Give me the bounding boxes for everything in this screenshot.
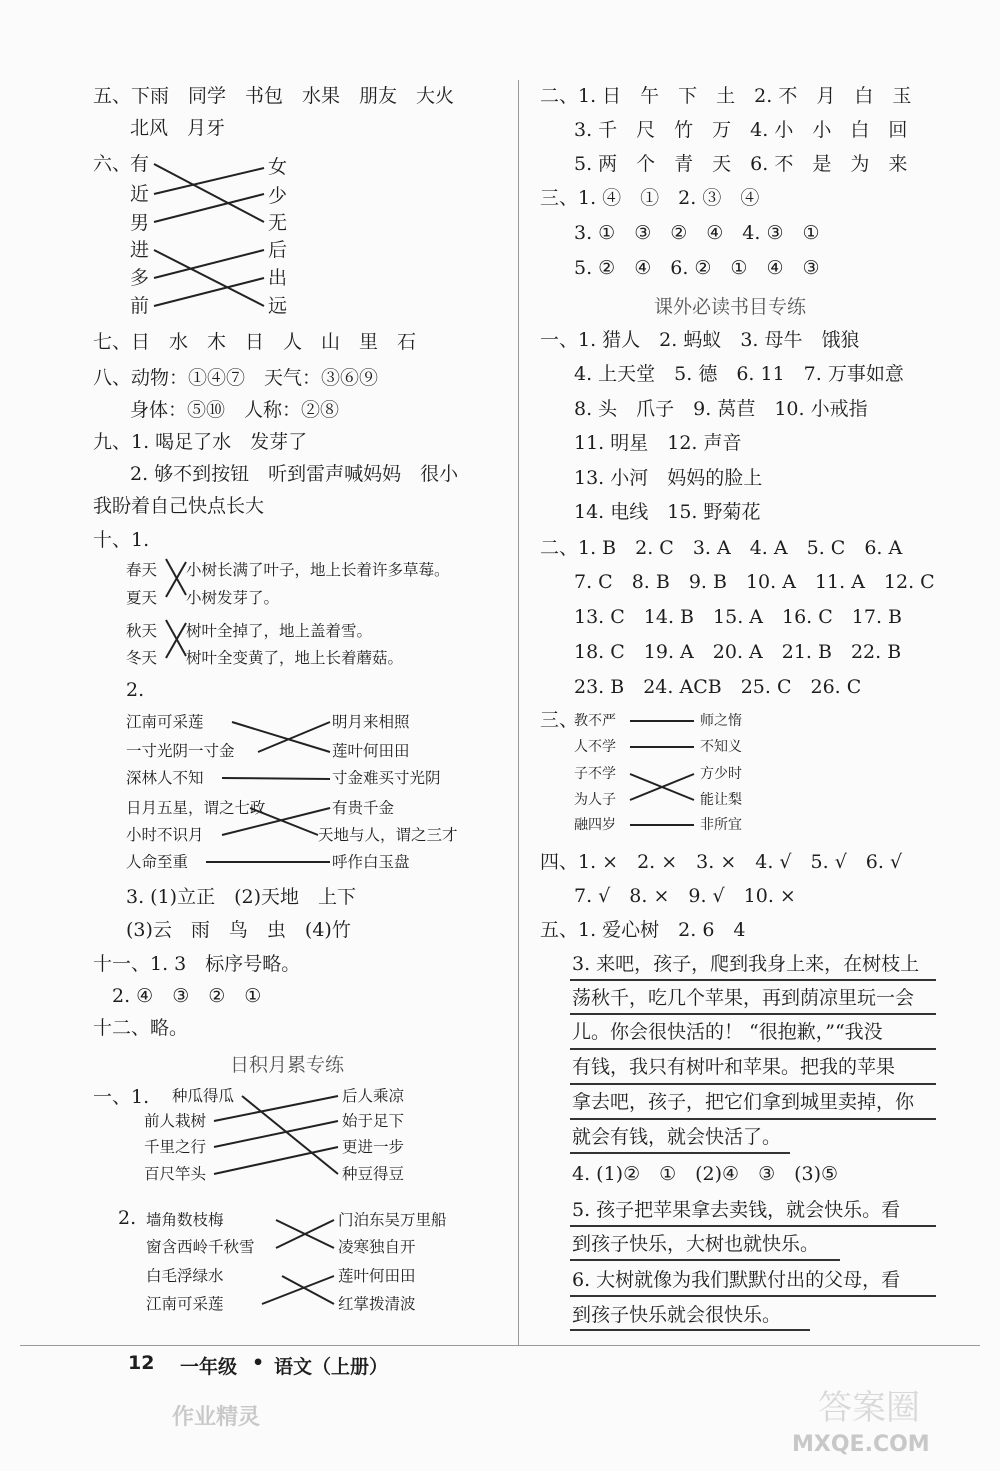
r5-line8: 4. (1)② ① (2)④ ③ (3)⑤ <box>572 1163 839 1185</box>
r2-line1: 二、1. B 2. C 3. A 4. A 5. C 6. A <box>540 537 903 559</box>
r5-line4: 儿。你会很快活的！ “很抱歉，”“我没 <box>572 1021 883 1043</box>
r3-right: 非所宜 <box>700 817 742 833</box>
q8-line1: 八、动物：①④⑦ 天气：③⑥⑨ <box>93 367 379 389</box>
q9-line2: 2. 够不到按钮 听到雷声喊妈妈 很小 <box>130 463 459 485</box>
r3-right: 师之惰 <box>700 713 742 729</box>
idiom-left: 千里之行 <box>144 1138 207 1156</box>
q11-line2: 2. ④ ③ ② ① <box>112 985 262 1007</box>
q9-line3: 我盼着自己快点长大 <box>93 495 265 517</box>
q2-line3: 5. 两 个 青 天 6. 不 是 为 来 <box>574 153 908 175</box>
underline <box>570 1048 936 1050</box>
q2-line1: 二、1. 日 午 下 土 2. 不 月 白 玉 <box>540 85 912 107</box>
r1-line5: 13. 小河 妈妈的脸上 <box>574 467 763 489</box>
q6-label: 六、 <box>93 153 132 175</box>
q10-label: 十、1. <box>93 529 150 551</box>
q10-part3-line2: (3)云 雨 鸟 虫 (4)竹 <box>126 919 351 941</box>
idiom-left: 前人栽树 <box>144 1112 207 1130</box>
poem2-right: 凌寒独自开 <box>338 1238 416 1256</box>
q7-line: 七、日 水 木 日 人 山 里 石 <box>93 331 417 353</box>
r1-line4: 11. 明星 12. 声音 <box>574 432 742 454</box>
idiom-right: 种豆得豆 <box>342 1165 405 1183</box>
q6-right-word: 远 <box>268 295 288 317</box>
q3-line3: 5. ② ④ 6. ② ① ④ ③ <box>574 257 820 279</box>
poem2-left: 白毛浮绿水 <box>146 1267 224 1285</box>
s1-part2-label: 2. <box>118 1207 137 1229</box>
r4-line2: 7. √ 8. × 9. √ 10. × <box>574 885 796 907</box>
idiom-right: 后人乘凉 <box>342 1087 405 1105</box>
q12-line: 十二、略。 <box>93 1017 189 1039</box>
underline <box>570 1152 790 1154</box>
q6-right-word: 少 <box>268 185 288 207</box>
q11-line1: 十一、1. 3 标序号略。 <box>93 953 301 975</box>
q6-left-word: 进 <box>130 239 150 261</box>
q3-line2: 3. ① ③ ② ④ 4. ③ ① <box>574 222 820 244</box>
r5-line6: 拿去吧，孩子，把它们拿到城里卖掉，你 <box>572 1091 915 1113</box>
q10-phrase: 小树发芽了。 <box>186 589 280 607</box>
poem2-right: 门泊东吴万里船 <box>338 1211 447 1229</box>
r3-left: 为人子 <box>574 792 616 808</box>
q10-season: 秋天 <box>126 622 158 640</box>
underline <box>570 1225 936 1227</box>
r2-line2: 7. C 8. B 9. B 10. A 11. A 12. C <box>574 571 935 593</box>
q6-right-word: 女 <box>268 156 288 178</box>
poem2-right: 莲叶何田田 <box>338 1267 416 1285</box>
r3-left: 人不学 <box>574 739 616 755</box>
underline <box>570 1259 840 1261</box>
r5-line1: 五、1. 爱心树 2. 6 4 <box>540 919 746 941</box>
r1-line3: 8. 头 爪子 9. 莴苣 10. 小戒指 <box>574 398 868 420</box>
poem-left: 一寸光阴一寸金 <box>126 742 235 760</box>
poem-left: 江南可采莲 <box>126 713 204 731</box>
q6-left-word: 多 <box>130 267 150 289</box>
q6-left-word: 近 <box>130 183 150 205</box>
r3-left: 教不严 <box>574 713 616 729</box>
r5-line11: 6. 大树就像为我们默默付出的父母，看 <box>572 1269 901 1291</box>
grade-label: 一年级 <box>180 1356 238 1378</box>
underline <box>570 1118 936 1120</box>
page-number: 12 <box>128 1352 155 1374</box>
q6-left-word: 男 <box>130 212 150 234</box>
r1-line1: 一、1. 猎人 2. 蚂蚁 3. 母牛 饿狼 <box>540 329 860 351</box>
q8-line2: 身体：⑤⑩ 人称：②⑧ <box>130 399 340 421</box>
column-divider <box>518 80 519 1345</box>
q10-phrase: 小树长满了叶子，地上长着许多草莓。 <box>186 561 450 579</box>
r5-line7: 就会有钱，就会快活了。 <box>572 1126 782 1148</box>
r1-line2: 4. 上天堂 5. 德 6. 11 7. 万事如意 <box>574 363 904 385</box>
idiom-right: 始于足下 <box>342 1112 405 1130</box>
stamp-watermark: 作业精灵 <box>172 1405 261 1430</box>
q6-right-word: 无 <box>268 212 288 234</box>
poem-right: 明月来相照 <box>332 713 410 731</box>
q10-phrase: 树叶全变黄了，地上长着蘑菇。 <box>186 649 404 667</box>
r5-line12: 到孩子快乐就会很快乐。 <box>572 1304 782 1326</box>
r5-line3: 荡秋千，吃几个苹果，再到荫凉里玩一会 <box>572 987 915 1009</box>
underline <box>570 979 936 981</box>
r2-line5: 23. B 24. ACB 25. C 26. C <box>574 676 862 698</box>
idiom-left: 种瓜得瓜 <box>172 1087 235 1105</box>
r2-line3: 13. C 14. B 15. A 16. C 17. B <box>574 606 903 628</box>
r5-line9: 5. 孩子把苹果拿去卖钱，就会快乐。看 <box>572 1199 901 1221</box>
q6-right-word: 出 <box>268 267 288 289</box>
q6-left-word: 前 <box>130 295 150 317</box>
r5-line10: 到孩子快乐，大树也就快乐。 <box>572 1233 820 1255</box>
s1-label: 一、1. <box>93 1086 150 1108</box>
poem2-left: 窗含西岭千秋雪 <box>146 1238 255 1256</box>
r3-right: 不知义 <box>700 739 742 755</box>
q5-line1: 五、下雨 同学 书包 水果 朋友 大火 <box>93 85 455 107</box>
poem2-left: 江南可采莲 <box>146 1295 224 1313</box>
underline <box>570 1013 936 1015</box>
poem-right: 有贵千金 <box>332 799 395 817</box>
r1-line6: 14. 电线 15. 野菊花 <box>574 501 761 523</box>
q3-line1: 三、1. ④ ① 2. ③ ④ <box>540 187 760 209</box>
q10-part2-label: 2. <box>126 679 145 701</box>
idiom-right: 更进一步 <box>342 1138 405 1156</box>
q9-line1: 九、1. 喝足了水 发芽了 <box>93 431 308 453</box>
poem-left: 深林人不知 <box>126 769 204 787</box>
q6-right-word: 后 <box>268 239 288 261</box>
brand-watermark: 答案圈 <box>818 1388 920 1428</box>
underline <box>570 1295 936 1297</box>
r3-right: 能让梨 <box>700 792 742 808</box>
q10-phrase: 树叶全掉了，地上盖着雪。 <box>186 622 373 640</box>
r5-line2: 3. 来吧，孩子，爬到我身上来，在树枝上 <box>572 953 920 975</box>
q2-line2: 3. 千 尺 竹 万 4. 小 小 白 回 <box>574 119 908 141</box>
poem-right: 呼作白玉盘 <box>332 853 410 871</box>
subject-label: 语文（上册） <box>274 1356 389 1378</box>
poem2-right: 红掌拨清波 <box>338 1295 416 1313</box>
poem-left: 日月五星，谓之七政 <box>126 799 266 817</box>
separator-dot: • <box>252 1352 265 1374</box>
footer-divider <box>20 1345 980 1346</box>
underline <box>570 1083 936 1085</box>
r3-left: 融四岁 <box>574 817 616 833</box>
q5-line2: 北风 月牙 <box>130 117 226 139</box>
poem-right: 莲叶何田田 <box>332 742 410 760</box>
idiom-left: 百尺竿头 <box>144 1165 207 1183</box>
r3-right: 方少时 <box>700 766 742 782</box>
poem-left: 小时不识月 <box>126 826 204 844</box>
q10-season: 冬天 <box>126 649 158 667</box>
q10-season: 春天 <box>126 561 158 579</box>
section-title-daily: 日积月累专练 <box>230 1054 345 1076</box>
r3-left: 子不学 <box>574 766 616 782</box>
poem-right: 寸金难买寸光阴 <box>332 769 441 787</box>
q10-season: 夏天 <box>126 589 158 607</box>
q6-left-word: 有 <box>130 153 150 175</box>
section-title-reading: 课外必读书目专练 <box>654 296 807 318</box>
poem-right: 天地与人，谓之三才 <box>318 826 458 844</box>
poem-left: 人命至重 <box>126 853 189 871</box>
underline <box>570 1329 810 1331</box>
r4-line1: 四、1. × 2. × 3. × 4. √ 5. √ 6. √ <box>540 851 903 873</box>
r2-line4: 18. C 19. A 20. A 21. B 22. B <box>574 641 902 663</box>
url-watermark: MXQE.COM <box>792 1432 930 1457</box>
poem2-left: 墙角数枝梅 <box>146 1211 224 1229</box>
q10-part3-line1: 3. (1)立正 (2)天地 上下 <box>126 886 356 908</box>
r3-label: 三、 <box>540 709 579 731</box>
r5-line5: 有钱，我只有树叶和苹果。把我的苹果 <box>572 1056 896 1078</box>
